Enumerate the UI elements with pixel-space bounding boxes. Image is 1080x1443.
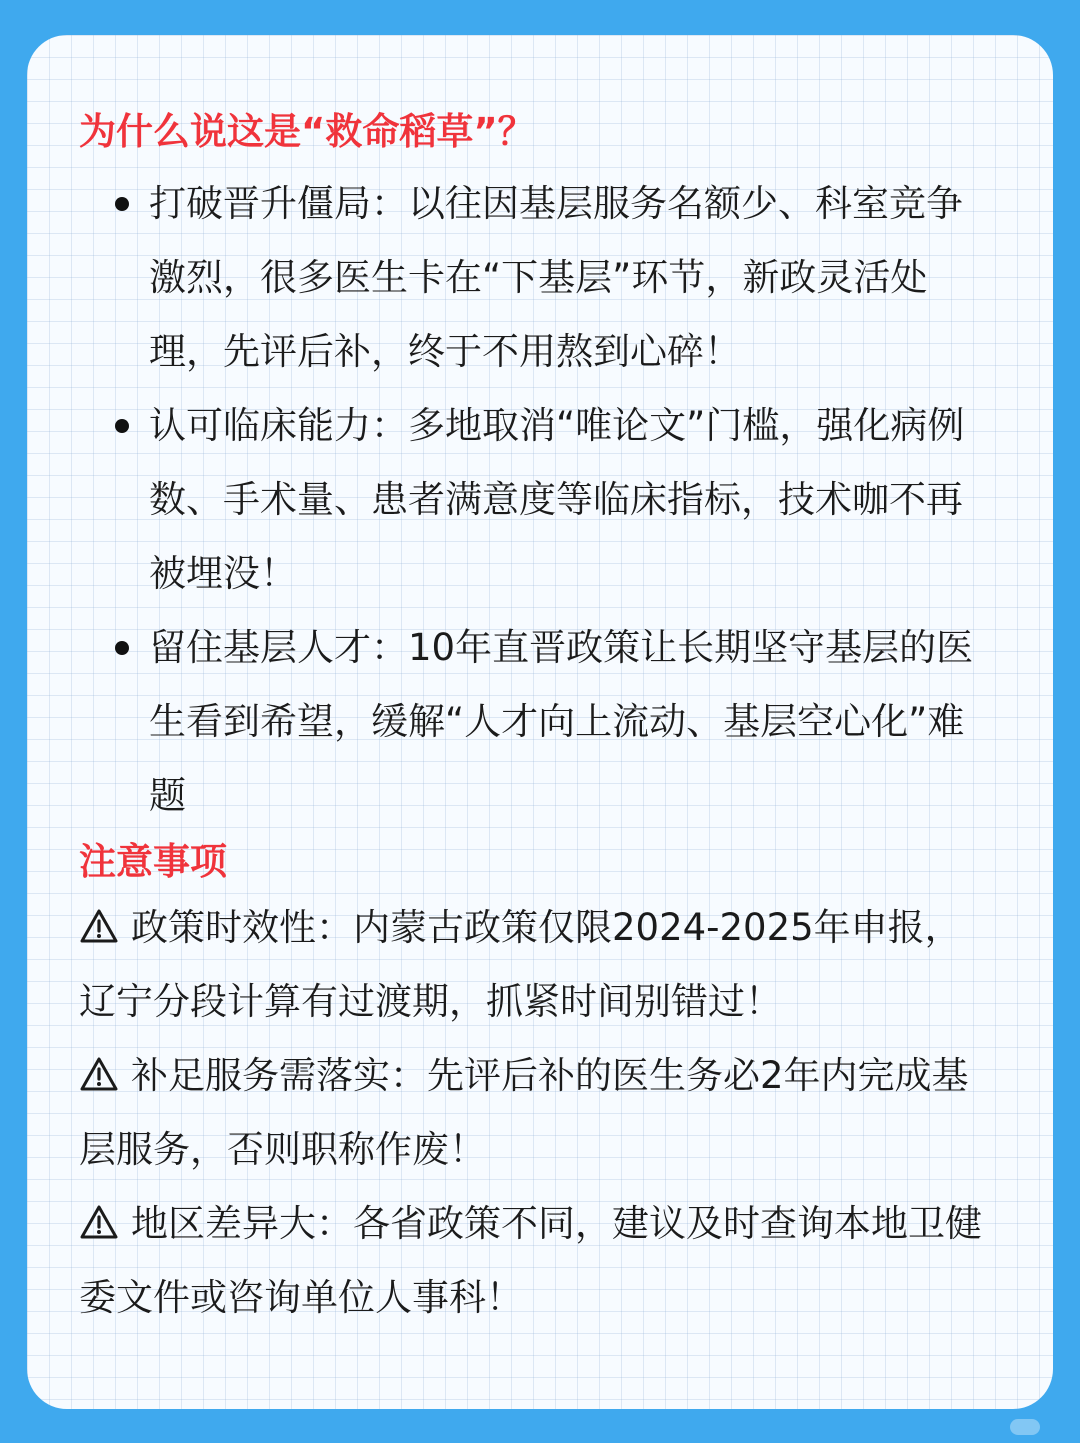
note-item-timeliness <box>79 891 997 1039</box>
section-title-notes: 注意事项 <box>79 840 227 883</box>
bullet-dot-icon <box>115 197 129 211</box>
note-text: 政策时效性：内蒙古政策仅限2024-2025年申报，辽宁分段计算有过渡期，抓紧时间别错过！ <box>79 906 962 1023</box>
warning-icon <box>79 1204 119 1240</box>
note-item-service <box>79 1039 997 1187</box>
content-card <box>27 35 1053 1409</box>
note-text: 补足服务需落实：先评后补的医生务必2年内完成基层服务，否则职称作废！ <box>79 1054 969 1171</box>
reasons-list <box>79 167 997 833</box>
watermark-badge <box>1010 1419 1040 1435</box>
warning-icon <box>79 1056 119 1092</box>
bullet-dot-icon <box>115 641 129 655</box>
reason-item-clinical <box>79 389 997 611</box>
bullet-dot-icon <box>115 419 129 433</box>
reason-text: 认可临床能力：多地取消“唯论文”门槛，强化病例数、手术量、患者满意度等临床指标，技术咖不再被埋没！ <box>149 404 965 595</box>
section-title-why: 为什么说这是“救命稻草”？ <box>79 110 535 153</box>
reason-text: 留住基层人才：10年直晋政策让长期坚守基层的医生看到希望，缓解“人才向上流动、基层空心化”难题 <box>149 626 974 817</box>
note-text: 地区差异大：各省政策不同，建议及时查询本地卫健委文件或咨询单位人事科！ <box>79 1202 982 1319</box>
reason-text: 打破晋升僵局：以往因基层服务名额少、科室竞争激烈，很多医生卡在“下基层”环节，新政灵活处理，先评后补，终于不用熬到心碎！ <box>149 182 963 373</box>
warning-icon <box>79 908 119 944</box>
note-item-regional <box>79 1187 997 1335</box>
reason-item-promotion <box>79 167 997 389</box>
reason-item-talent <box>79 611 997 833</box>
